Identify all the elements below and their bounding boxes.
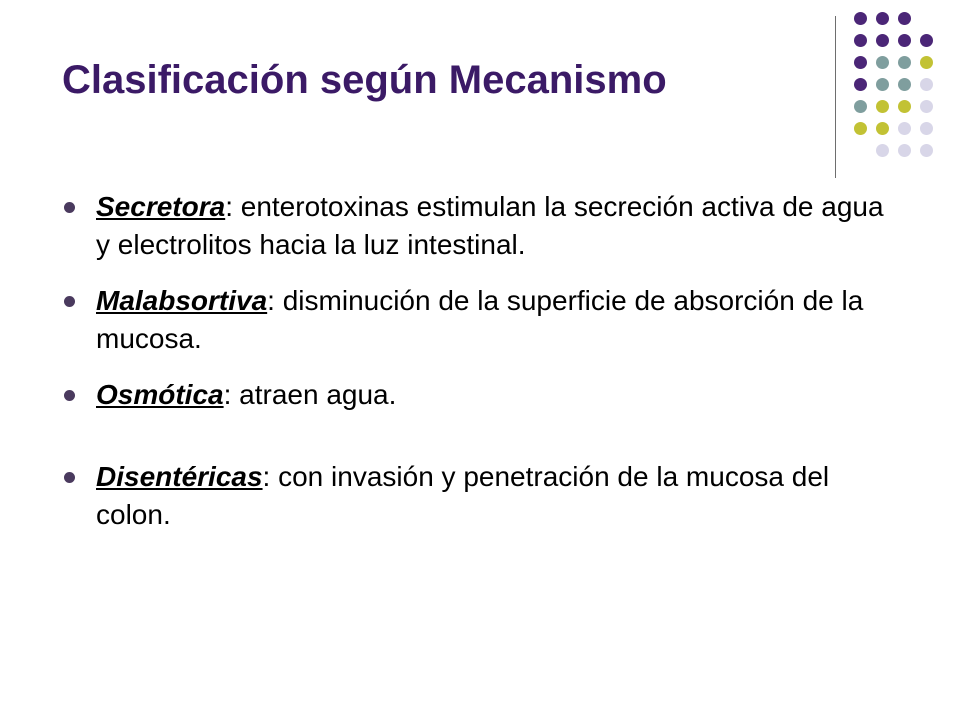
bullet-text: disminución de la superficie de absorción de la mucosa. <box>96 285 864 354</box>
slide-title: Clasificación según Mecanismo <box>62 58 667 102</box>
bullet-dot-icon <box>64 296 75 307</box>
decorative-dot <box>898 100 911 113</box>
bullet-term: Secretora <box>96 191 226 222</box>
bullet-item-disentericas <box>64 458 894 534</box>
bullet-separator: : <box>223 379 232 410</box>
decorative-dot <box>876 144 889 157</box>
decorative-dot <box>876 122 889 135</box>
decorative-dot <box>898 34 911 47</box>
bullet-list <box>64 188 894 552</box>
bullet-dot-icon <box>64 472 75 483</box>
decorative-dot <box>920 78 933 91</box>
bullet-dot-icon <box>64 390 75 401</box>
decorative-dot <box>876 12 889 25</box>
decorative-dot <box>876 56 889 69</box>
decorative-dot <box>876 100 889 113</box>
decorative-dot <box>920 144 933 157</box>
bullet-dot-icon <box>64 202 75 213</box>
bullet-item-secretora <box>64 188 894 264</box>
bullet-separator: : <box>225 191 233 222</box>
decorative-dot <box>854 34 867 47</box>
bullet-term: Malabsortiva <box>96 285 268 316</box>
decorative-dot <box>920 100 933 113</box>
decorative-dot <box>898 56 911 69</box>
bullet-term: Disentéricas <box>96 461 263 492</box>
bullet-text: enterotoxinas estimulan la secreción activa de agua y electrolitos hacia la luz intestinal. <box>96 191 884 260</box>
decorative-dot <box>854 78 867 91</box>
decorative-dot <box>898 78 911 91</box>
decorative-dot <box>854 12 867 25</box>
decorative-dot <box>898 122 911 135</box>
decorative-dot <box>854 100 867 113</box>
bullet-item-osmotica <box>64 376 894 414</box>
bullet-separator: : <box>262 461 271 492</box>
bullet-item-malabsortiva <box>64 282 894 358</box>
decorative-dot-grid <box>0 0 960 200</box>
bullet-separator: : <box>267 285 275 316</box>
decorative-dot <box>920 34 933 47</box>
bullet-text: atraen agua. <box>231 379 397 410</box>
decorative-dot <box>854 122 867 135</box>
decorative-dot <box>898 144 911 157</box>
bullet-term: Osmótica <box>96 379 224 410</box>
decorative-dot <box>920 122 933 135</box>
decorative-dot <box>876 34 889 47</box>
bullet-text: con invasión y penetración de la mucosa del colon. <box>96 461 830 530</box>
decorative-dot <box>898 12 911 25</box>
decorative-dot <box>876 78 889 91</box>
decorative-dot <box>854 56 867 69</box>
decorative-dot <box>920 56 933 69</box>
